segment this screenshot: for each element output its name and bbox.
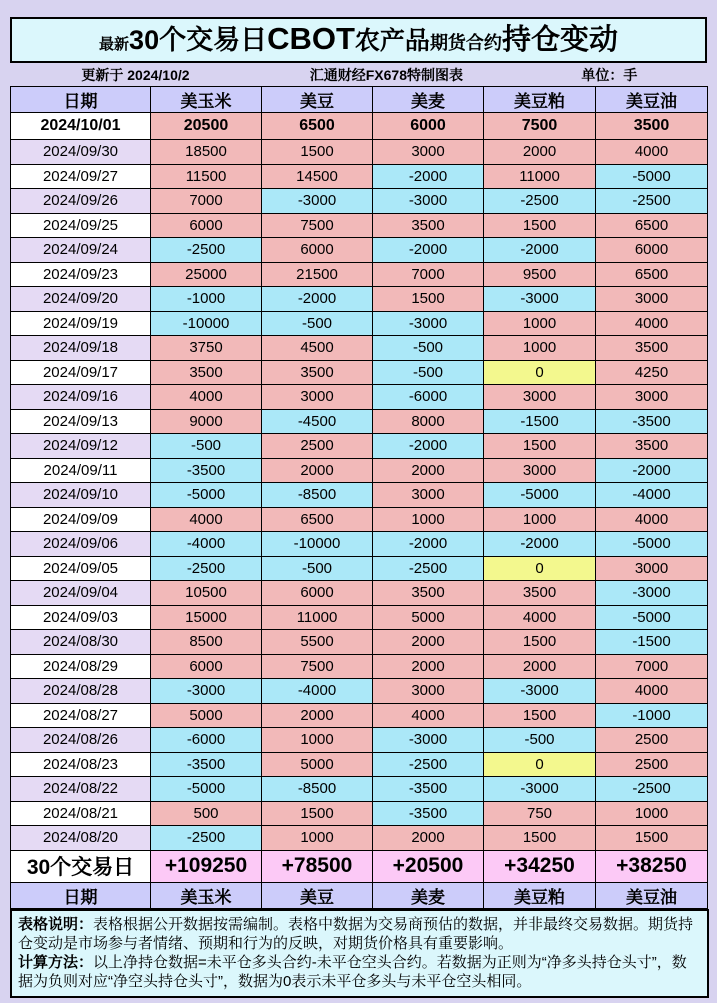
source-label: 汇通财经FX678特制图表	[309, 66, 463, 83]
title-segment: CBOT	[267, 21, 355, 56]
value-cell: -4500	[262, 409, 373, 434]
table-row	[11, 311, 708, 336]
value-cell: 21500	[262, 262, 373, 287]
bottom-header-corn: 美玉米	[151, 882, 262, 908]
value-cell: 1000	[262, 728, 373, 753]
value-cell: 3000	[373, 679, 484, 704]
note-description-text: 表格根据公开数据按需编制。表格中数据为交易商预估的数据，并非最终交易数据。期货持仓变动是市场参与者情绪、预期和行为的反映，对期货价格具有重要影响。	[18, 915, 694, 952]
value-cell: 3000	[596, 385, 708, 410]
value-cell: 7500	[484, 113, 596, 140]
value-cell: -3000	[373, 728, 484, 753]
value-cell: 4000	[596, 507, 708, 532]
table-body	[11, 113, 708, 851]
value-cell: 5000	[373, 605, 484, 630]
table-row	[11, 581, 708, 606]
value-cell: -1000	[596, 703, 708, 728]
value-cell: -6000	[373, 385, 484, 410]
value-cell: -2000	[262, 287, 373, 312]
column-header-date: 日期	[11, 87, 151, 113]
page-title	[10, 17, 707, 63]
value-cell: 6000	[373, 113, 484, 140]
value-cell: 1000	[484, 311, 596, 336]
date-cell: 2024/08/30	[11, 630, 151, 655]
date-cell: 2024/09/18	[11, 336, 151, 361]
value-cell: 2000	[484, 654, 596, 679]
value-cell: 3000	[373, 483, 484, 508]
table-row	[11, 213, 708, 238]
table-row	[11, 409, 708, 434]
value-cell: 3000	[596, 556, 708, 581]
value-cell: 2000	[373, 654, 484, 679]
date-cell: 2024/08/23	[11, 752, 151, 777]
totals-row	[11, 850, 708, 882]
value-cell: 1500	[484, 434, 596, 459]
value-cell: 18500	[151, 140, 262, 165]
value-cell: -2500	[151, 826, 262, 851]
bottom-header-date: 日期	[11, 882, 151, 908]
date-cell: 2024/09/12	[11, 434, 151, 459]
title-segment: 最新	[99, 36, 130, 53]
column-header-corn: 美玉米	[151, 87, 262, 113]
table-row	[11, 703, 708, 728]
value-cell: 1000	[484, 336, 596, 361]
date-cell: 2024/09/06	[11, 532, 151, 557]
value-cell: 1500	[373, 287, 484, 312]
value-cell: 1000	[262, 826, 373, 851]
table-row	[11, 458, 708, 483]
value-cell: -2000	[373, 164, 484, 189]
value-cell: -3000	[484, 679, 596, 704]
value-cell: -10000	[262, 532, 373, 557]
value-cell: -2500	[596, 777, 708, 802]
value-cell: -1500	[484, 409, 596, 434]
table-row	[11, 164, 708, 189]
table-row	[11, 532, 708, 557]
value-cell: 0	[484, 556, 596, 581]
value-cell: 4000	[596, 140, 708, 165]
column-header-soy: 美豆	[262, 87, 373, 113]
value-cell: -2000	[596, 458, 708, 483]
totals-label: 30个交易日	[11, 850, 151, 882]
value-cell: 14500	[262, 164, 373, 189]
column-header-meal: 美豆粕	[484, 87, 596, 113]
value-cell: 10500	[151, 581, 262, 606]
value-cell: -2000	[373, 532, 484, 557]
date-cell: 2024/09/27	[11, 164, 151, 189]
value-cell: -2500	[373, 752, 484, 777]
value-cell: 3500	[596, 434, 708, 459]
value-cell: -4000	[151, 532, 262, 557]
value-cell: -3000	[484, 777, 596, 802]
date-cell: 2024/09/19	[11, 311, 151, 336]
date-cell: 2024/09/30	[11, 140, 151, 165]
date-cell: 2024/08/22	[11, 777, 151, 802]
value-cell: 1000	[596, 801, 708, 826]
value-cell: 8500	[151, 630, 262, 655]
value-cell: 3750	[151, 336, 262, 361]
table-row	[11, 483, 708, 508]
note-description	[18, 915, 701, 953]
date-cell: 2024/09/23	[11, 262, 151, 287]
date-cell: 2024/08/27	[11, 703, 151, 728]
value-cell: 3500	[484, 581, 596, 606]
value-cell: -3000	[262, 189, 373, 214]
value-cell: 2000	[373, 826, 484, 851]
value-cell: 1000	[373, 507, 484, 532]
value-cell: -500	[373, 360, 484, 385]
value-cell: -4000	[262, 679, 373, 704]
value-cell: -3000	[596, 581, 708, 606]
date-cell: 2024/09/20	[11, 287, 151, 312]
value-cell: 2500	[262, 434, 373, 459]
value-cell: 3000	[373, 140, 484, 165]
title-segment: 30个交易日	[129, 25, 268, 55]
date-cell: 2024/08/20	[11, 826, 151, 851]
date-cell: 2024/09/13	[11, 409, 151, 434]
value-cell: 6000	[151, 654, 262, 679]
table-row	[11, 728, 708, 753]
title-segment: 持仓变动	[501, 24, 618, 56]
date-cell: 2024/10/01	[11, 113, 151, 140]
value-cell: 2500	[596, 752, 708, 777]
bottom-header-meal: 美豆粕	[484, 882, 596, 908]
value-cell: 9500	[484, 262, 596, 287]
value-cell: 4250	[596, 360, 708, 385]
value-cell: 1500	[262, 801, 373, 826]
value-cell: 0	[484, 360, 596, 385]
value-cell: 3500	[373, 213, 484, 238]
bottom-header-oil: 美豆油	[596, 882, 708, 908]
value-cell: 20500	[151, 113, 262, 140]
value-cell: 8000	[373, 409, 484, 434]
value-cell: -4000	[596, 483, 708, 508]
value-cell: 4000	[596, 679, 708, 704]
value-cell: -3000	[484, 287, 596, 312]
value-cell: 11000	[484, 164, 596, 189]
value-cell: 4000	[596, 311, 708, 336]
value-cell: 500	[151, 801, 262, 826]
table-row	[11, 287, 708, 312]
value-cell: -6000	[151, 728, 262, 753]
value-cell: -2000	[373, 434, 484, 459]
value-cell: 7500	[262, 654, 373, 679]
value-cell: -5000	[596, 605, 708, 630]
value-cell: 3000	[484, 458, 596, 483]
value-cell: 3000	[596, 287, 708, 312]
table-row	[11, 140, 708, 165]
table-row	[11, 385, 708, 410]
value-cell: -2500	[373, 556, 484, 581]
unit-label: 单位：手	[581, 66, 638, 83]
table-row	[11, 262, 708, 287]
value-cell: 5500	[262, 630, 373, 655]
value-cell: 2000	[262, 458, 373, 483]
value-cell: 6000	[262, 238, 373, 263]
note-method	[18, 953, 701, 991]
value-cell: 1500	[596, 826, 708, 851]
value-cell: 4000	[151, 507, 262, 532]
value-cell: -3500	[151, 458, 262, 483]
value-cell: 2000	[484, 140, 596, 165]
value-cell: 7000	[596, 654, 708, 679]
value-cell: 6000	[262, 581, 373, 606]
header-row	[11, 87, 708, 113]
positions-table	[10, 86, 708, 909]
value-cell: -500	[484, 728, 596, 753]
value-cell: 9000	[151, 409, 262, 434]
value-cell: -2000	[484, 532, 596, 557]
bottom-header-row	[11, 882, 708, 908]
totals-cell-oil: +38250	[596, 850, 708, 882]
table-row	[11, 801, 708, 826]
date-cell: 2024/08/29	[11, 654, 151, 679]
table-row	[11, 679, 708, 704]
value-cell: -5000	[596, 532, 708, 557]
date-cell: 2024/09/16	[11, 385, 151, 410]
value-cell: 4500	[262, 336, 373, 361]
table-row	[11, 654, 708, 679]
value-cell: 3500	[596, 113, 708, 140]
table-row	[11, 826, 708, 851]
value-cell: 3500	[262, 360, 373, 385]
date-cell: 2024/09/24	[11, 238, 151, 263]
table-row	[11, 238, 708, 263]
subtitle-bar	[10, 63, 707, 86]
updated-label: 更新于 2024/10/2	[81, 66, 190, 83]
note-method-label: 计算方法：	[18, 953, 94, 971]
value-cell: 1500	[484, 703, 596, 728]
value-cell: -3500	[151, 752, 262, 777]
value-cell: 1500	[484, 630, 596, 655]
value-cell: 1500	[484, 213, 596, 238]
table-row	[11, 630, 708, 655]
value-cell: -5000	[484, 483, 596, 508]
value-cell: -3500	[373, 801, 484, 826]
value-cell: -8500	[262, 483, 373, 508]
value-cell: 5000	[262, 752, 373, 777]
value-cell: 25000	[151, 262, 262, 287]
value-cell: 6500	[262, 507, 373, 532]
date-cell: 2024/09/10	[11, 483, 151, 508]
value-cell: -2500	[151, 556, 262, 581]
column-header-wheat: 美麦	[373, 87, 484, 113]
value-cell: -500	[373, 336, 484, 361]
value-cell: 2000	[373, 458, 484, 483]
value-cell: -500	[262, 311, 373, 336]
value-cell: 2500	[596, 728, 708, 753]
date-cell: 2024/08/26	[11, 728, 151, 753]
value-cell: -3000	[373, 189, 484, 214]
totals-cell-meal: +34250	[484, 850, 596, 882]
value-cell: -5000	[151, 777, 262, 802]
value-cell: 11500	[151, 164, 262, 189]
date-cell: 2024/08/21	[11, 801, 151, 826]
table-row	[11, 360, 708, 385]
table-row	[11, 189, 708, 214]
bottom-header-soy: 美豆	[262, 882, 373, 908]
date-cell: 2024/09/09	[11, 507, 151, 532]
value-cell: 1000	[484, 507, 596, 532]
value-cell: 3000	[262, 385, 373, 410]
table-row	[11, 434, 708, 459]
value-cell: 6500	[262, 113, 373, 140]
value-cell: 11000	[262, 605, 373, 630]
table-row	[11, 336, 708, 361]
value-cell: 3500	[151, 360, 262, 385]
value-cell: -500	[151, 434, 262, 459]
value-cell: 1500	[484, 826, 596, 851]
value-cell: 4000	[151, 385, 262, 410]
value-cell: -10000	[151, 311, 262, 336]
value-cell: 1500	[262, 140, 373, 165]
value-cell: -3000	[151, 679, 262, 704]
value-cell: -2500	[596, 189, 708, 214]
value-cell: -1000	[151, 287, 262, 312]
value-cell: 6500	[596, 262, 708, 287]
value-cell: 7000	[373, 262, 484, 287]
table-row	[11, 752, 708, 777]
value-cell: -5000	[596, 164, 708, 189]
value-cell: 2000	[373, 630, 484, 655]
column-header-oil: 美豆油	[596, 87, 708, 113]
value-cell: 3500	[596, 336, 708, 361]
title-segment: 农产品	[354, 27, 430, 55]
value-cell: 4000	[484, 605, 596, 630]
value-cell: -2000	[373, 238, 484, 263]
value-cell: 0	[484, 752, 596, 777]
totals-cell-corn: +109250	[151, 850, 262, 882]
value-cell: 3500	[373, 581, 484, 606]
value-cell: -1500	[596, 630, 708, 655]
value-cell: 3000	[484, 385, 596, 410]
value-cell: 2000	[262, 703, 373, 728]
date-cell: 2024/09/11	[11, 458, 151, 483]
date-cell: 2024/09/17	[11, 360, 151, 385]
notes-panel	[10, 909, 709, 999]
value-cell: -3500	[596, 409, 708, 434]
value-cell: 4000	[373, 703, 484, 728]
date-cell: 2024/09/25	[11, 213, 151, 238]
value-cell: 7500	[262, 213, 373, 238]
value-cell: -5000	[151, 483, 262, 508]
note-description-label: 表格说明：	[18, 915, 94, 933]
totals-cell-wheat: +20500	[373, 850, 484, 882]
bottom-header-wheat: 美麦	[373, 882, 484, 908]
value-cell: 750	[484, 801, 596, 826]
value-cell: 7000	[151, 189, 262, 214]
value-cell: -3500	[373, 777, 484, 802]
value-cell: 5000	[151, 703, 262, 728]
table-row	[11, 556, 708, 581]
value-cell: -3000	[373, 311, 484, 336]
table-row	[11, 605, 708, 630]
title-segment: 期货合约	[429, 33, 502, 53]
date-cell: 2024/08/28	[11, 679, 151, 704]
date-cell: 2024/09/05	[11, 556, 151, 581]
date-cell: 2024/09/03	[11, 605, 151, 630]
value-cell: -500	[262, 556, 373, 581]
value-cell: -2000	[484, 238, 596, 263]
table-row	[11, 113, 708, 140]
table-row	[11, 507, 708, 532]
value-cell: 6000	[596, 238, 708, 263]
value-cell: -2500	[151, 238, 262, 263]
totals-cell-soy: +78500	[262, 850, 373, 882]
value-cell: 15000	[151, 605, 262, 630]
value-cell: 6500	[596, 213, 708, 238]
value-cell: -8500	[262, 777, 373, 802]
value-cell: -2500	[484, 189, 596, 214]
date-cell: 2024/09/04	[11, 581, 151, 606]
table-row	[11, 777, 708, 802]
value-cell: 6000	[151, 213, 262, 238]
date-cell: 2024/09/26	[11, 189, 151, 214]
note-method-text: 以上净持仓数据=未平仓多头合约-未平仓空头合约。若数据为正则为“净多头持仓头寸”，数据为负则对应“净空头持仓头寸”，数据为0表示未平仓多头与未平仓空头相同。	[18, 953, 687, 991]
